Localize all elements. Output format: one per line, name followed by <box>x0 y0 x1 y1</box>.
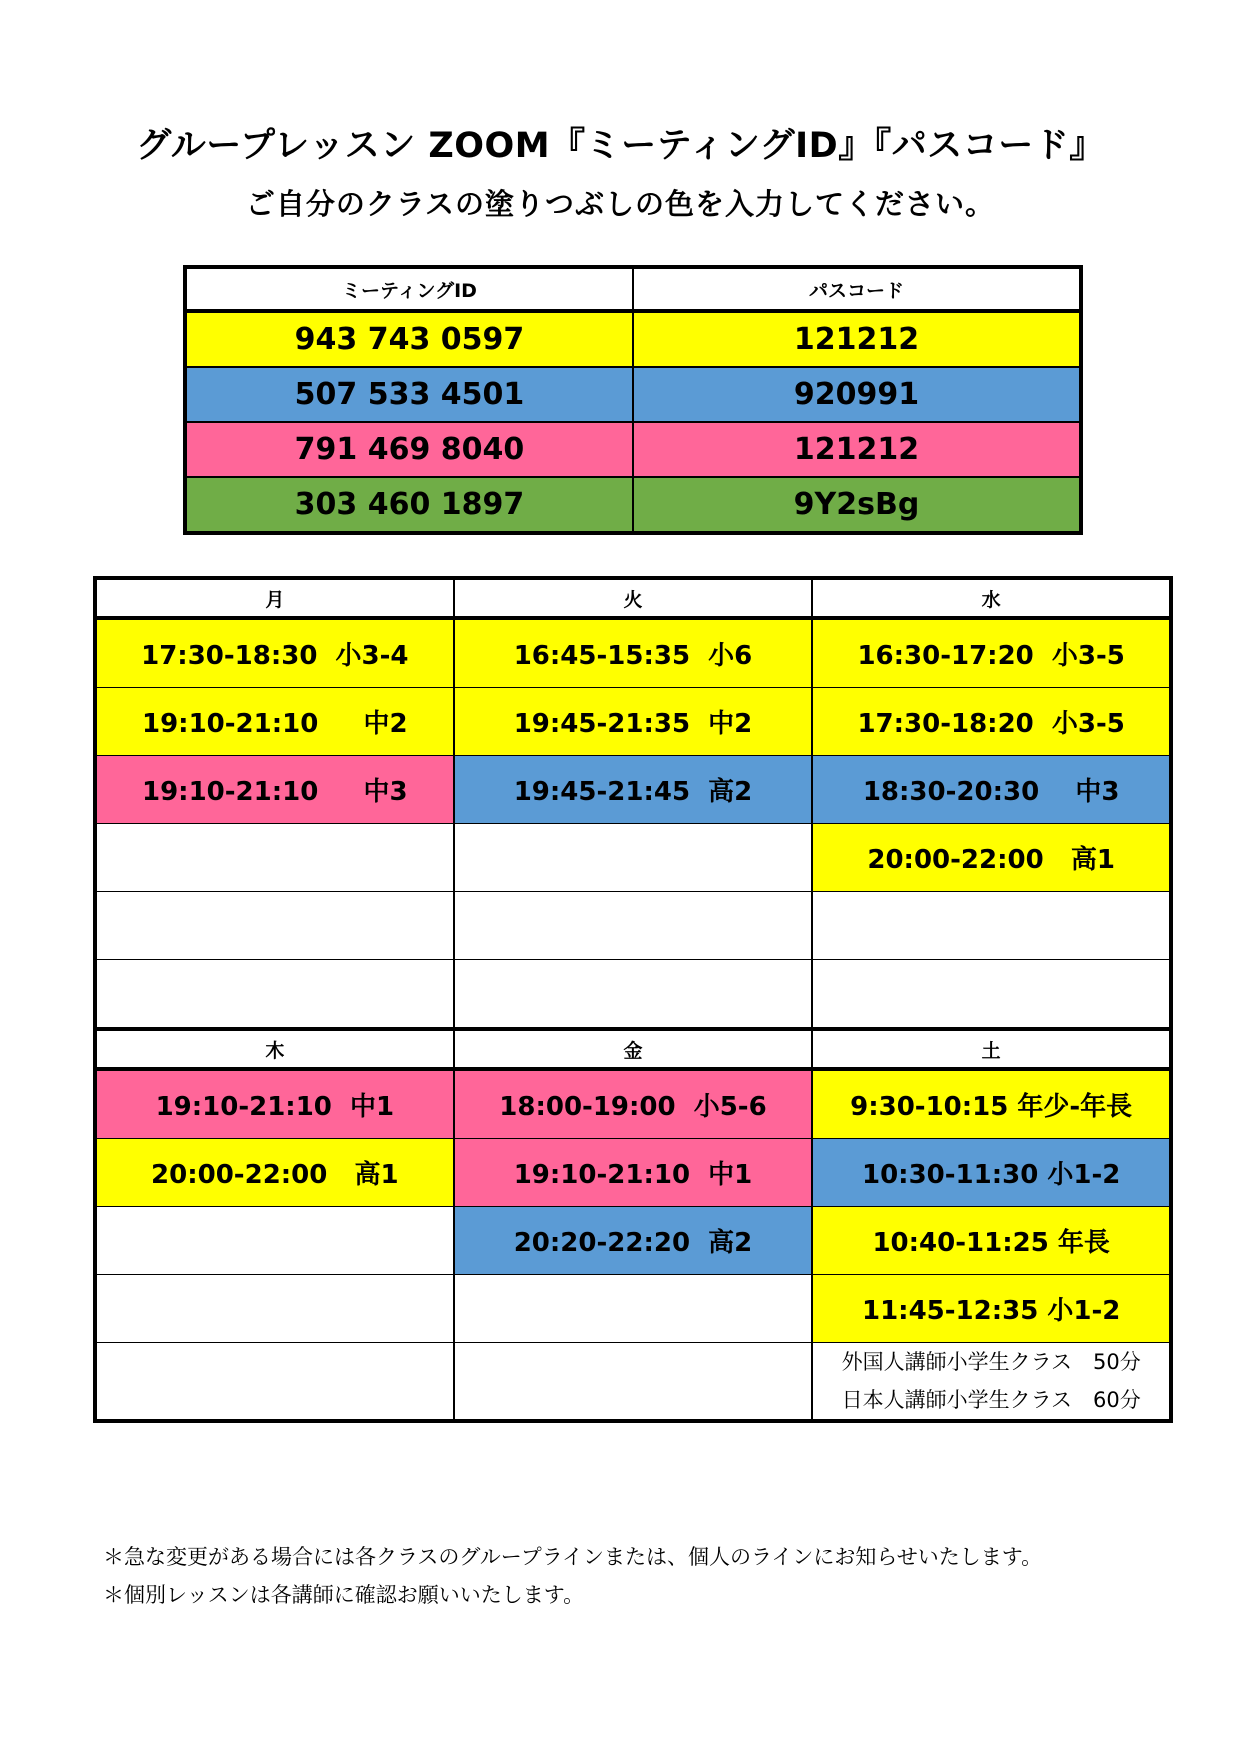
class-slot: 20:00-22:00 高1 <box>95 1139 454 1207</box>
meeting-id-cell: 303 460 1897 <box>185 477 633 533</box>
schedule-row <box>95 688 1171 756</box>
meeting-id-cell: 791 469 8040 <box>185 422 633 477</box>
day-header-row <box>95 1029 1171 1069</box>
class-slot <box>95 960 454 1030</box>
class-slot: 19:10-21:10 中1 <box>454 1139 813 1207</box>
meeting-row <box>185 477 1081 533</box>
class-slot <box>454 960 813 1030</box>
day-header: 月 <box>95 578 454 618</box>
schedule-row <box>95 960 1171 1030</box>
passcode-cell: 121212 <box>633 311 1081 367</box>
class-slot: 19:10-21:10 中1 <box>95 1069 454 1139</box>
schedule-row <box>95 1343 1171 1422</box>
class-slot: 16:45-15:35 小6 <box>454 618 813 688</box>
class-slot <box>95 1207 454 1275</box>
schedule-row <box>95 756 1171 824</box>
duration-note: 外国人講師小学生クラス 50分 <box>841 1350 1141 1374</box>
class-slot <box>95 1343 454 1422</box>
schedule-row <box>95 1207 1171 1275</box>
header-meeting-id: ミーティングID <box>185 267 633 311</box>
class-slot <box>812 892 1171 960</box>
class-slot: 20:00-22:00 高1 <box>812 824 1171 892</box>
page-subtitle: ご自分のクラスの塗りつぶしの色を入力してください。 <box>245 187 996 221</box>
schedule-row <box>95 824 1171 892</box>
class-slot: 19:10-21:10 中2 <box>95 688 454 756</box>
day-header-row <box>95 578 1171 618</box>
day-header: 金 <box>454 1029 813 1069</box>
class-slot: 18:00-19:00 小5-6 <box>454 1069 813 1139</box>
meeting-table <box>183 265 1083 535</box>
schedule-table <box>93 576 1173 1423</box>
day-header: 木 <box>95 1029 454 1069</box>
class-slot: 9:30-10:15 年少-年長 <box>812 1069 1171 1139</box>
schedule-row <box>95 1069 1171 1139</box>
class-slot: 20:20-22:20 高2 <box>454 1207 813 1275</box>
class-slot <box>95 892 454 960</box>
day-header: 土 <box>812 1029 1171 1069</box>
footer-note: ＊個別レッスンは各講師に確認お願いいたします。 <box>103 1583 585 1607</box>
page-title: グループレッスン ZOOM『ミーティングID』『パスコード』 <box>136 126 1105 166</box>
schedule-row <box>95 892 1171 960</box>
class-slot: 17:30-18:20 小3-5 <box>812 688 1171 756</box>
duration-note: 日本人講師小学生クラス 60分 <box>841 1388 1141 1412</box>
passcode-cell: 9Y2sBg <box>633 477 1081 533</box>
class-slot <box>454 824 813 892</box>
meeting-id-cell: 507 533 4501 <box>185 367 633 422</box>
class-slot <box>95 1275 454 1343</box>
schedule-row <box>95 1139 1171 1207</box>
class-slot: 19:10-21:10 中3 <box>95 756 454 824</box>
meeting-row <box>185 422 1081 477</box>
duration-notes <box>812 1343 1171 1422</box>
class-slot: 19:45-21:35 中2 <box>454 688 813 756</box>
day-header: 水 <box>812 578 1171 618</box>
passcode-cell: 920991 <box>633 367 1081 422</box>
header-passcode: パスコード <box>633 267 1081 311</box>
meeting-id-cell: 943 743 0597 <box>185 311 633 367</box>
footer-note: ＊急な変更がある場合には各クラスのグループラインまたは、個人のラインにお知らせいたします。 <box>103 1545 1043 1569</box>
schedule-row <box>95 618 1171 688</box>
class-slot <box>95 824 454 892</box>
day-header: 火 <box>454 578 813 618</box>
schedule-row <box>95 1275 1171 1343</box>
meeting-row <box>185 311 1081 367</box>
class-slot: 16:30-17:20 小3-5 <box>812 618 1171 688</box>
class-slot <box>812 960 1171 1030</box>
class-slot <box>454 892 813 960</box>
meeting-row <box>185 367 1081 422</box>
class-slot: 10:40-11:25 年長 <box>812 1207 1171 1275</box>
class-slot: 11:45-12:35 小1-2 <box>812 1275 1171 1343</box>
footer-notes <box>103 1538 1042 1614</box>
passcode-cell: 121212 <box>633 422 1081 477</box>
class-slot: 10:30-11:30 小1-2 <box>812 1139 1171 1207</box>
class-slot <box>454 1343 813 1422</box>
class-slot: 17:30-18:30 小3-4 <box>95 618 454 688</box>
class-slot: 19:45-21:45 高2 <box>454 756 813 824</box>
class-slot <box>454 1275 813 1343</box>
class-slot: 18:30-20:30 中3 <box>812 756 1171 824</box>
